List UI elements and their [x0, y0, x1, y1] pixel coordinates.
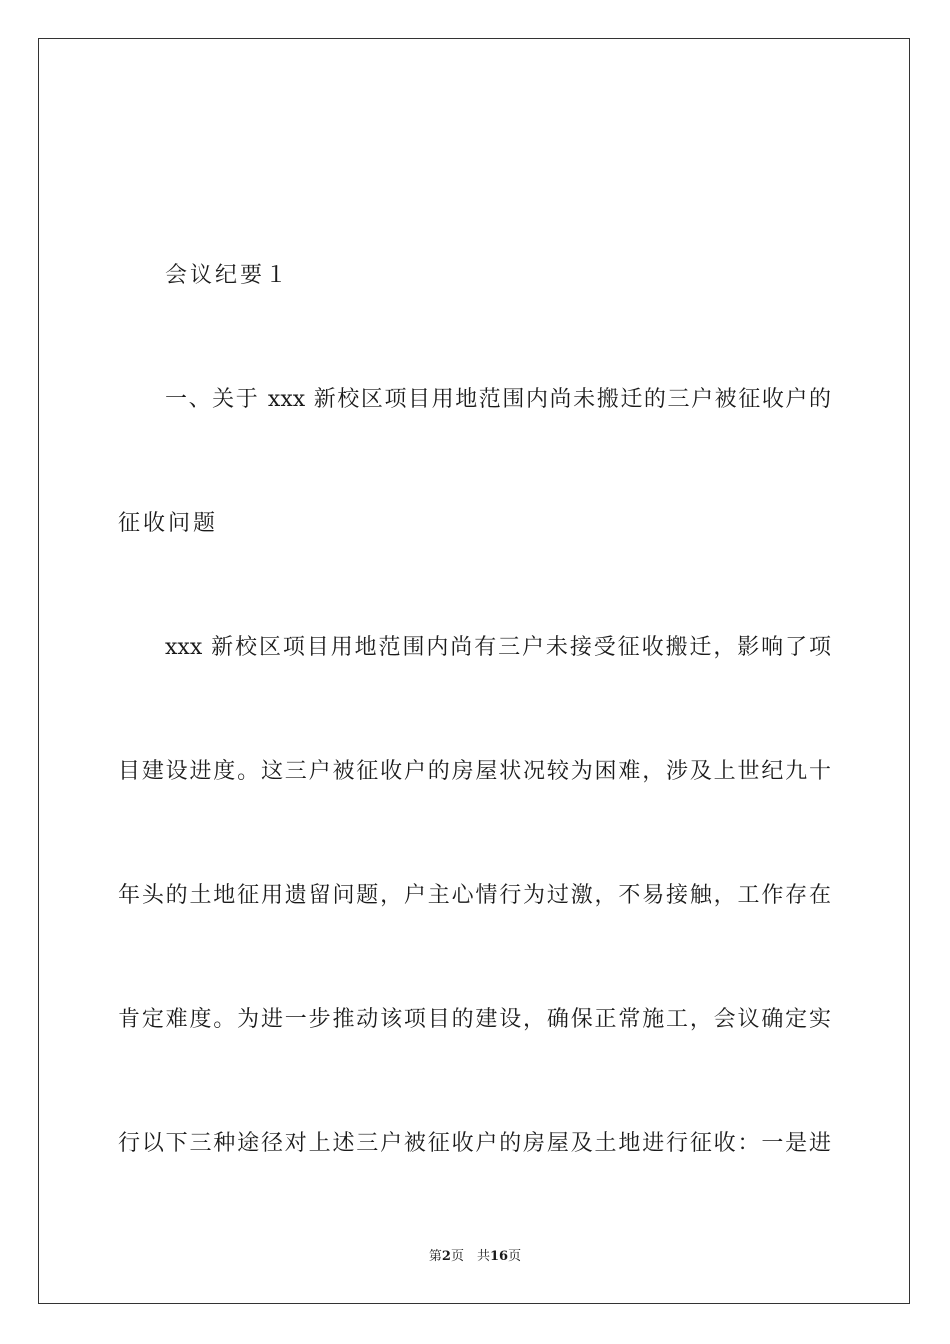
paragraph-line-3: xxx 新校区项目用地范围内尚有三户未接受征收搬迁，影响了项 [165, 635, 831, 660]
paragraph-line-7: 行以下三种途径对上述三户被征收户的房屋及土地进行征收：一是进 [118, 1131, 831, 1156]
paragraph-line-4: 目建设进度。这三户被征收户的房屋状况较为困难，涉及上世纪九十 [118, 759, 831, 784]
footer-total-pages: 16 [489, 1249, 509, 1264]
paragraph-line-6: 肯定难度。为进一步推动该项目的建设，确保正常施工，会议确定实 [118, 1007, 831, 1032]
footer-mid: 页 共 [450, 1249, 490, 1264]
footer-suffix: 页 [508, 1249, 522, 1264]
document-heading: 会议纪要１ [165, 263, 291, 288]
footer-prefix: 第 [428, 1249, 442, 1264]
page-border [38, 38, 910, 1304]
paragraph-line-1: 一、关于 xxx 新校区项目用地范围内尚未搬迁的三户被征收户的 [165, 387, 831, 412]
page-footer [0, 1248, 950, 1266]
paragraph-line-5: 年头的土地征用遗留问题，户主心情行为过激，不易接触，工作存在 [118, 883, 831, 908]
paragraph-line-2: 征收问题 [118, 511, 219, 536]
footer-page-number: 2 [441, 1249, 451, 1264]
